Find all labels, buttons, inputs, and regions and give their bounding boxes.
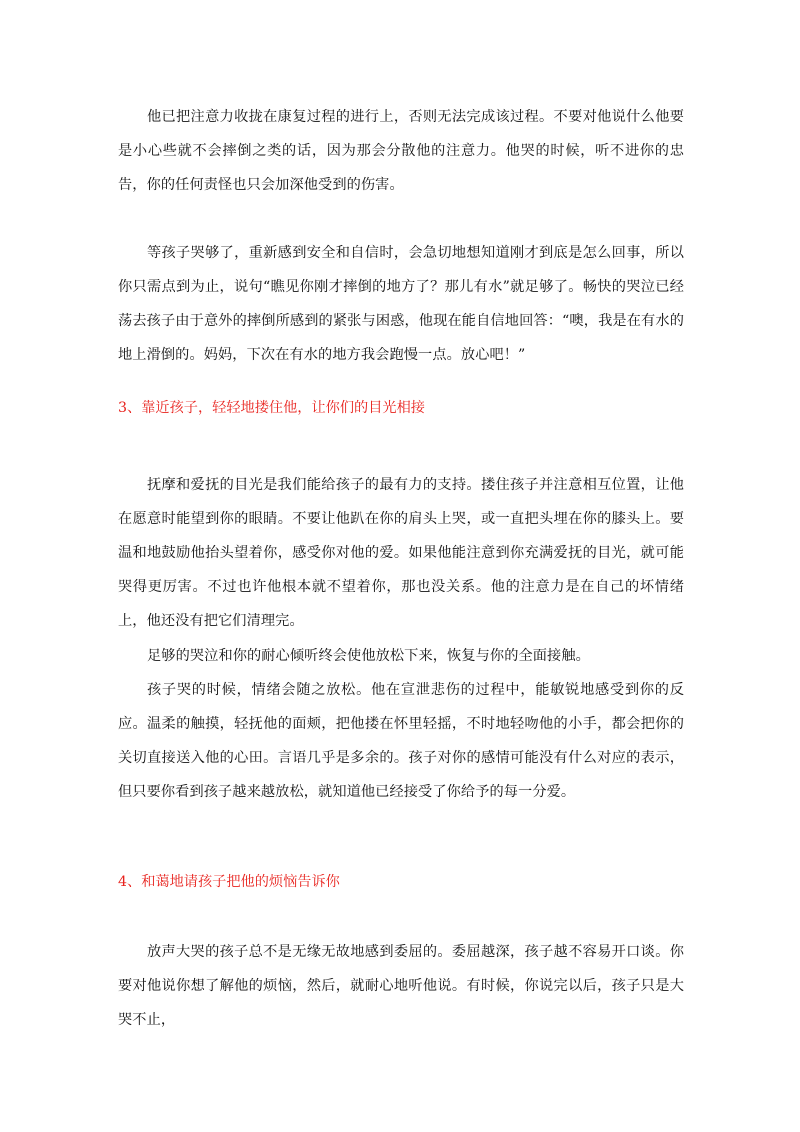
body-paragraph: 他已把注意力收拢在康复过程的进行上，否则无法完成该过程。不要对他说什么他要是小心些就不会摔倒之类的话，因为那会分散他的注意力。他哭的时候，听不进你的忠告，你的任何责怪也只会加深他受到的伤害。 [118,109,684,193]
section-heading: 4、和蔼地请孩子把他的烦恼告诉你 [118,874,340,890]
section-heading: 3、靠近孩子，轻轻地搂住他，让你们的目光相接 [118,400,425,416]
body-paragraph: 抚摩和爱抚的目光是我们能给孩子的最有力的支持。搂住孩子并注意相互位置，让他在愿意时能望到你的眼睛。不要让他趴在你的肩头上哭，或一直把头埋在你的膝头上。要温和地鼓励他抬头望着你，感受你对他的爱。如果他能注意到你充满爱抚的目光，就可能哭得更厉害。不过也许他根本就不望着你，那也没关系。他的注意力是在自己的坏情绪上，他还没有把它们清理完。 [118,477,684,629]
body-paragraph: 足够的哭泣和你的耐心倾听终会使他放松下来，恢复与你的全面接触。 [147,648,590,664]
body-paragraph: 孩子哭的时候，情绪会随之放松。他在宣泄悲伤的过程中，能敏锐地感受到你的反应。温柔的触摸，轻抚他的面颊，把他搂在怀里轻摇，不时地轻吻他的小手，都会把你的关切直接送入他的心田。言语几乎是多余的。孩子对你的感情可能没有什么对应的表示，但只要你看到孩子越来越放松，就知道他已经接受了你给予的每一分爱。 [118,682,684,800]
body-paragraph: 等孩子哭够了，重新感到安全和自信时，会急切地想知道刚才到底是怎么回事，所以你只需点到为止，说句“瞧见你刚才摔倒的地方了？那儿有水”就足够了。畅快的哭泣已经荡去孩子由于意外的摔倒所感到的紧张与困惑，他现在能自信地回答：“噢，我是在有水的地上滑倒的。妈妈，下次在有水的地方我会跑慢一点。放心吧！” [118,245,684,363]
body-paragraph: 放声大哭的孩子总不是无缘无故地感到委屈的。委屈越深，孩子越不容易开口谈。你要对他说你想了解他的烦恼，然后，就耐心地听他说。有时候，你说完以后，孩子只是大哭不止， [118,944,684,1028]
